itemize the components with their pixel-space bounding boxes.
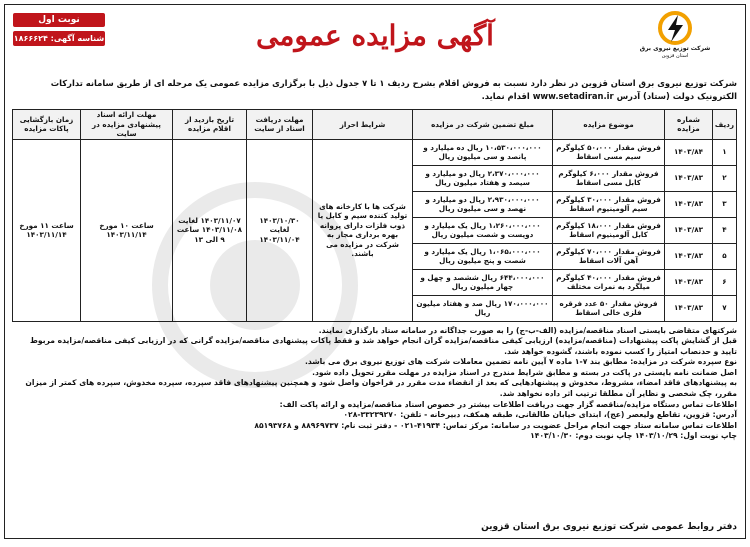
contact-line: اطلاعات تماس دستگاه مزایده/مناقصه گزار جهت دریافت اطلاعات بیشتر در خصوص اسناد مناقصه/مزایده و ارائه پاکت الف: [279,399,737,409]
auction-subject: فروش مقدار ۱۸،۰۰۰ کیلوگرم کابل آلومینیوم اسقاط [553,217,665,243]
address-line: آدرس: قزوین، تقاطع ولیعصر (عج)، ابتدای خیابان طالقانی، طبقه همکف، دبیرخانه - تلفن: ۳۳۲۳۹۲۷۰-۰۲۸ [343,410,737,420]
auction-number: ۱۴۰۳/۸۴ [665,139,713,165]
auction-table [12,109,737,322]
conditions-cell: شرکت ها با کارخانه های تولید کننده سیم و کابل یا ذوب فلزات دارای پروانه بهره برداری مجاز به شرکت در مزایده می باشند. [313,139,413,321]
terms-line: قبل از گشایش پاکت پیشنهادات (مناقصه/مزایده) ارزیابی کیفی مناقصه/مزایده گران انجام خواهد شد و فقط پاکات پیشنهادی مناقصه/مزایده گرانی که در ارزیابی کیفی مناقصه/مزایده مربوط تایید و حدنصاب امتیاز را کسب نموده باشند، گشوده خواهد شد. [30,336,737,356]
row-number: ۲ [713,165,737,191]
terms-line: شرکتهای متقاضی بایستی اسناد مناقصه/مزایده (الف-ب-ج) را به صورت جداگانه در سامانه ستاد بارگذاری نمایند. [318,325,737,335]
header-opening-time: زمان بازگشایی پاکات مزایده [13,110,81,140]
header-subject: موضوع مزایده [553,110,665,140]
turn-badge: نوبت اول [13,13,105,27]
opening-time-cell: ساعت ۱۱ مورخ ۱۴۰۳/۱۱/۱۴ [13,139,81,321]
intro-text: شرکت توزیع نیروی برق استان قزوین در نظر دارد نسبت به فروش اقلام بشرح ردیف ۱ تا ۷ جدول ذیل با برگزاری مزایده عمومی یک مرحله ای از طریق سامانه تدارکات الکترونیک دولت (ستاد) آدرس www.setadiran.ir اقدام نماید. [50,78,737,101]
header-auction-number: شماره مزایده [665,110,713,140]
header [5,5,745,73]
guarantee-amount: ۲،۳۷۰،۰۰۰،۰۰۰ ریال دو میلیارد و سیصد و هفتاد میلیون ریال [413,165,553,191]
logo-company-province: استان قزوین [661,53,689,59]
company-logo [615,11,735,71]
auction-number: ۱۴۰۳/۸۳ [665,165,713,191]
terms-section [5,322,745,443]
auction-subject: فروش مقدار ۵۰،۰۰۰ کیلوگرم سیم مسی اسقاط [553,139,665,165]
row-number: ۶ [713,269,737,295]
auction-subject: فروش مقدار ۶،۰۰۰ کیلوگرم کابل مسی اسقاط [553,165,665,191]
terms-line: به پیشنهادهای فاقد امضاء، مشروط، مخدوش و پیشنهادهایی که بعد از انقضاء مدت مقرر در فراخوان واصل شود و همچنین پیشنهادهای فاقد سپرده، سپرده مخدوش، سپرده های کمتر از میزان مقرر، چک شخصی و نظایر آن مطلقا ترتیب اثر داده نخواهد شد. [25,378,737,399]
guarantee-amount: ۱۷۰،۰۰۰،۰۰۰ ریال صد و هفتاد میلیون ریال [413,295,553,321]
auction-subject: فروش مقدار ۴۰،۰۰۰ کیلوگرم میلگرد به نمرات مختلف [553,269,665,295]
table-header-row [13,110,737,140]
header-row-number: ردیف [713,110,737,140]
guarantee-amount: ۶۴۴،۰۰۰،۰۰۰ ریال ششصد و چهل و چهار میلیون ریال [413,269,553,295]
row-number: ۵ [713,243,737,269]
auction-number: ۱۴۰۳/۸۳ [665,191,713,217]
row-number: ۳ [713,191,737,217]
row-number: ۴ [713,217,737,243]
setad-contact-line: اطلاعات تماس سامانه ستاد جهت انجام مراحل عضویت در سامانه: مرکز تماس: ۴۱۹۳۴-۰۲۱ - دفتر ثبت نام: ۸۸۹۶۹۷۳۷ و ۸۵۱۹۳۷۶۸ [254,420,737,430]
guarantee-amount: ۲،۹۳۰،۰۰۰،۰۰۰ ریال دو میلیارد و نهصد و سی میلیون ریال [413,191,553,217]
closing-signature: دفتر روابط عمومی شرکت توزیع نیروی برق استان قزوین [481,522,737,532]
header-visit-dates: تاریخ بازدید از اقلام مزایده [173,110,247,140]
print-dates-line: چاپ نوبت اول: ۱۴۰۳/۱۰/۲۹ چاپ نوبت دوم: ۱۴۰۳/۱۰/۳۰ [530,431,737,441]
logo-company-name: شرکت توزیع نیروی برق [639,45,711,52]
auction-number: ۱۴۰۳/۸۳ [665,217,713,243]
row-number: ۷ [713,295,737,321]
guarantee-amount: ۱،۲۶۰،۰۰۰،۰۰۰ ریال یک میلیارد و دویست و شصت میلیون ریال [413,217,553,243]
terms-line: نوع سپرده شرکت در مزایده: مطابق بند ۷-۱ ماده ۷ آیین نامه تضمین معاملات شرکت های توزیع نیروی برق می باشد. [304,357,737,367]
header-submit-deadline: مهلت ارائه اسناد پیشنهادی مزایده در سایت [81,110,173,140]
header-guarantee: مبلغ تضمین شرکت در مزایده [413,110,553,140]
row-number: ۱ [713,139,737,165]
auction-subject: فروش مقدار ۷۰،۰۰۰ کیلوگرم آهن آلات اسقاط [553,243,665,269]
auction-subject: فروش مقدار ۵۰ عدد فرقره فلزی خالی اسقاط [553,295,665,321]
ad-number-badge: شناسه آگهی: ۱۸۶۶۶۲۴ [13,31,105,46]
header-conditions: شرایط احراز [313,110,413,140]
table-row [13,139,737,165]
auction-number: ۱۴۰۳/۸۳ [665,243,713,269]
visit-dates-cell: ۱۴۰۳/۱۱/۰۷ لغایت ۱۴۰۳/۱۱/۰۸ ساعت ۹ الی ۱۳ [173,139,247,321]
auction-number: ۱۴۰۳/۸۳ [665,269,713,295]
guarantee-amount: ۱،۰۶۵،۰۰۰،۰۰۰ ریال یک میلیارد و شصت و پنج میلیون ریال [413,243,553,269]
page-title: آگهی مزایده عمومی [256,19,494,52]
ad-page [4,4,746,539]
doc-deadline-cell: ۱۴۰۳/۱۰/۳۰ لغایت ۱۴۰۳/۱۱/۰۴ [247,139,313,321]
auction-subject: فروش مقدار ۳۰،۰۰۰ کیلوگرم سیم آلومینیوم اسقاط [553,191,665,217]
submit-deadline-cell: ساعت ۱۰ مورخ ۱۴۰۳/۱۱/۱۴ [81,139,173,321]
lightning-logo-icon [652,11,698,45]
terms-line: اصل ضمانت نامه بایستی در پاکت در بسته و مطابق شرایط مندرج در اسناد مزایده در مهلت مقرر تحویل داده شود. [312,367,737,377]
guarantee-amount: ۱۰،۵۳۰،۰۰۰،۰۰۰ ریال ده میلیارد و پانصد و سی میلیون ریال [413,139,553,165]
auction-number: ۱۴۰۳/۸۳ [665,295,713,321]
header-doc-deadline: مهلت دریافت اسناد از سایت [247,110,313,140]
